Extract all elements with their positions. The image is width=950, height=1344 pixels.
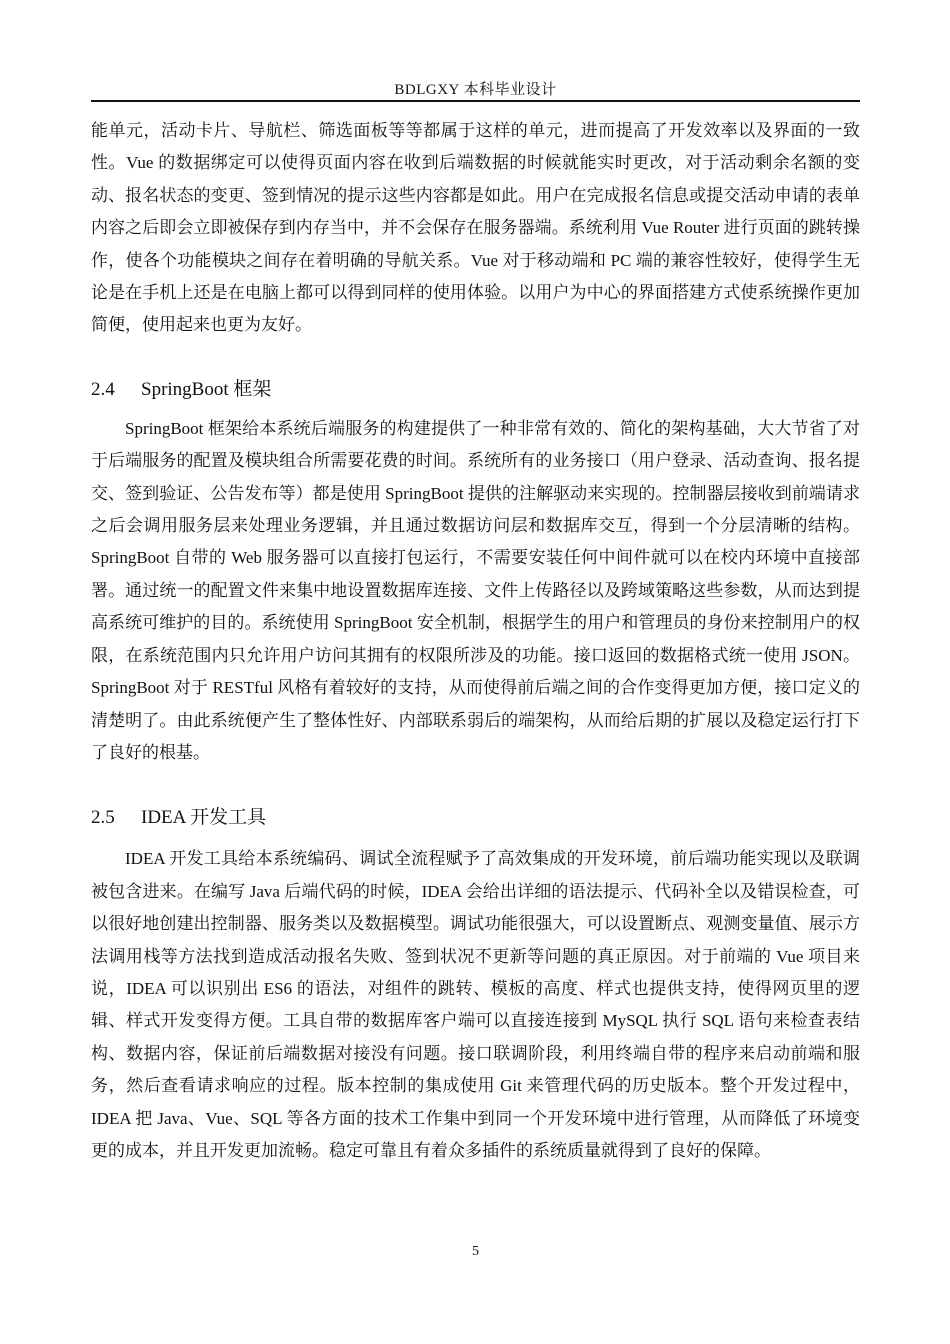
body-paragraph: 能单元，活动卡片、导航栏、筛选面板等等都属于这样的单元，进而提高了开发效率以及界面的一致性。Vue 的数据绑定可以使得页面内容在收到后端数据的时候就能实时更改，对于活动剩余名额的变动、报名状态的变更、签到情况的提示这些内容都是如此。用户在完成报名信息或提交活动申请的表单内容之后即会立即被保存到内存当中，并不会保存在服务器端。系统利用 Vue Router 进行页面的跳转操作，使各个功能模块之间存在着明确的导航关系。Vue 对于移动端和 PC 端的兼容性较好，使得学生无论是在手机上还是在电脑上都可以得到同样的使用体验。以用户为中心的界面搭建方式使系统操作更加简便，使用起来也更为友好。 (91, 121, 860, 335)
section-heading-2-4 (91, 375, 860, 405)
section-title: IDEA 开发工具 (141, 807, 267, 829)
page-number: 5 (472, 1244, 479, 1259)
section-heading-2-5 (91, 803, 860, 833)
page-body (91, 115, 860, 1167)
header-rule (91, 100, 860, 102)
page-header: BDLGXY 本科毕业设计 (394, 82, 557, 98)
section-number: 2.4 (91, 378, 115, 400)
section-number: 2.5 (91, 807, 115, 829)
body-paragraph: IDEA 开发工具给本系统编码、调试全流程赋予了高效集成的开发环境，前后端功能实现以及联调被包含进来。在编写 Java 后端代码的时候，IDEA 会给出详细的语法提示、代码补全以及错误检查，可以很好地创建出控制器、服务类以及数据模型。调试功能很强大，可以设置断点、观测变量值、展示方法调用栈等方法找到造成活动报名失败、签到状况不更新等问题的真正原因。对于前端的 Vue 项目来说，IDEA 可以识别出 ES6 的语法，对组件的跳转、模板的高度、样式也提供支持，使得网页里的逻辑、样式开发变得方便。工具自带的数据库客户端可以直接连接到 MySQL 执行 SQL 语句来检查表结构、数据内容，保证前后端数据对接没有问题。接口联调阶段，利用终端自带的程序来启动前端和服务，然后查看请求响应的过程。版本控制的集成使用 Git 来管理代码的历史版本。整个开发过程中，IDEA 把 Java、Vue、SQL 等各方面的技术工作集中到同一个开发环境中进行管理，从而降低了环境变更的成本，并且开发更加流畅。稳定可靠且有着众多插件的系统质量就得到了良好的保障。 (91, 849, 860, 1160)
section-title: SpringBoot 框架 (141, 378, 272, 400)
body-paragraph: SpringBoot 框架给本系统后端服务的构建提供了一种非常有效的、简化的架构基础，大大节省了对于后端服务的配置及模块组合所需要花费的时间。系统所有的业务接口（用户登录、活动查询、报名提交、签到验证、公告发布等）都是使用 SpringBoot 提供的注解驱动来实现的。控制器层接收到前端请求之后会调用服务层来处理业务逻辑，并且通过数据访问层和数据库交互，得到一个分层清晰的结构。SpringBoot 自带的 Web 服务器可以直接打包运行，不需要安装任何中间件就可以在校内环境中直接部署。通过统一的配置文件来集中地设置数据库连接、文件上传路径以及跨域策略这些参数，从而达到提高系统可维护的目的。系统使用 SpringBoot 安全机制，根据学生的用户和管理员的身份来控制用户的权限，在系统范围内只允许用户访问其拥有的权限所涉及的功能。接口返回的数据格式统一使用 JSON。SpringBoot 对于 RESTful 风格有着较好的支持，从而使得前后端之间的合作变得更加方便，接口定义的清楚明了。由此系统便产生了整体性好、内部联系弱后的端架构，从而给后期的扩展以及稳定运行打下了良好的根基。 (91, 418, 860, 762)
